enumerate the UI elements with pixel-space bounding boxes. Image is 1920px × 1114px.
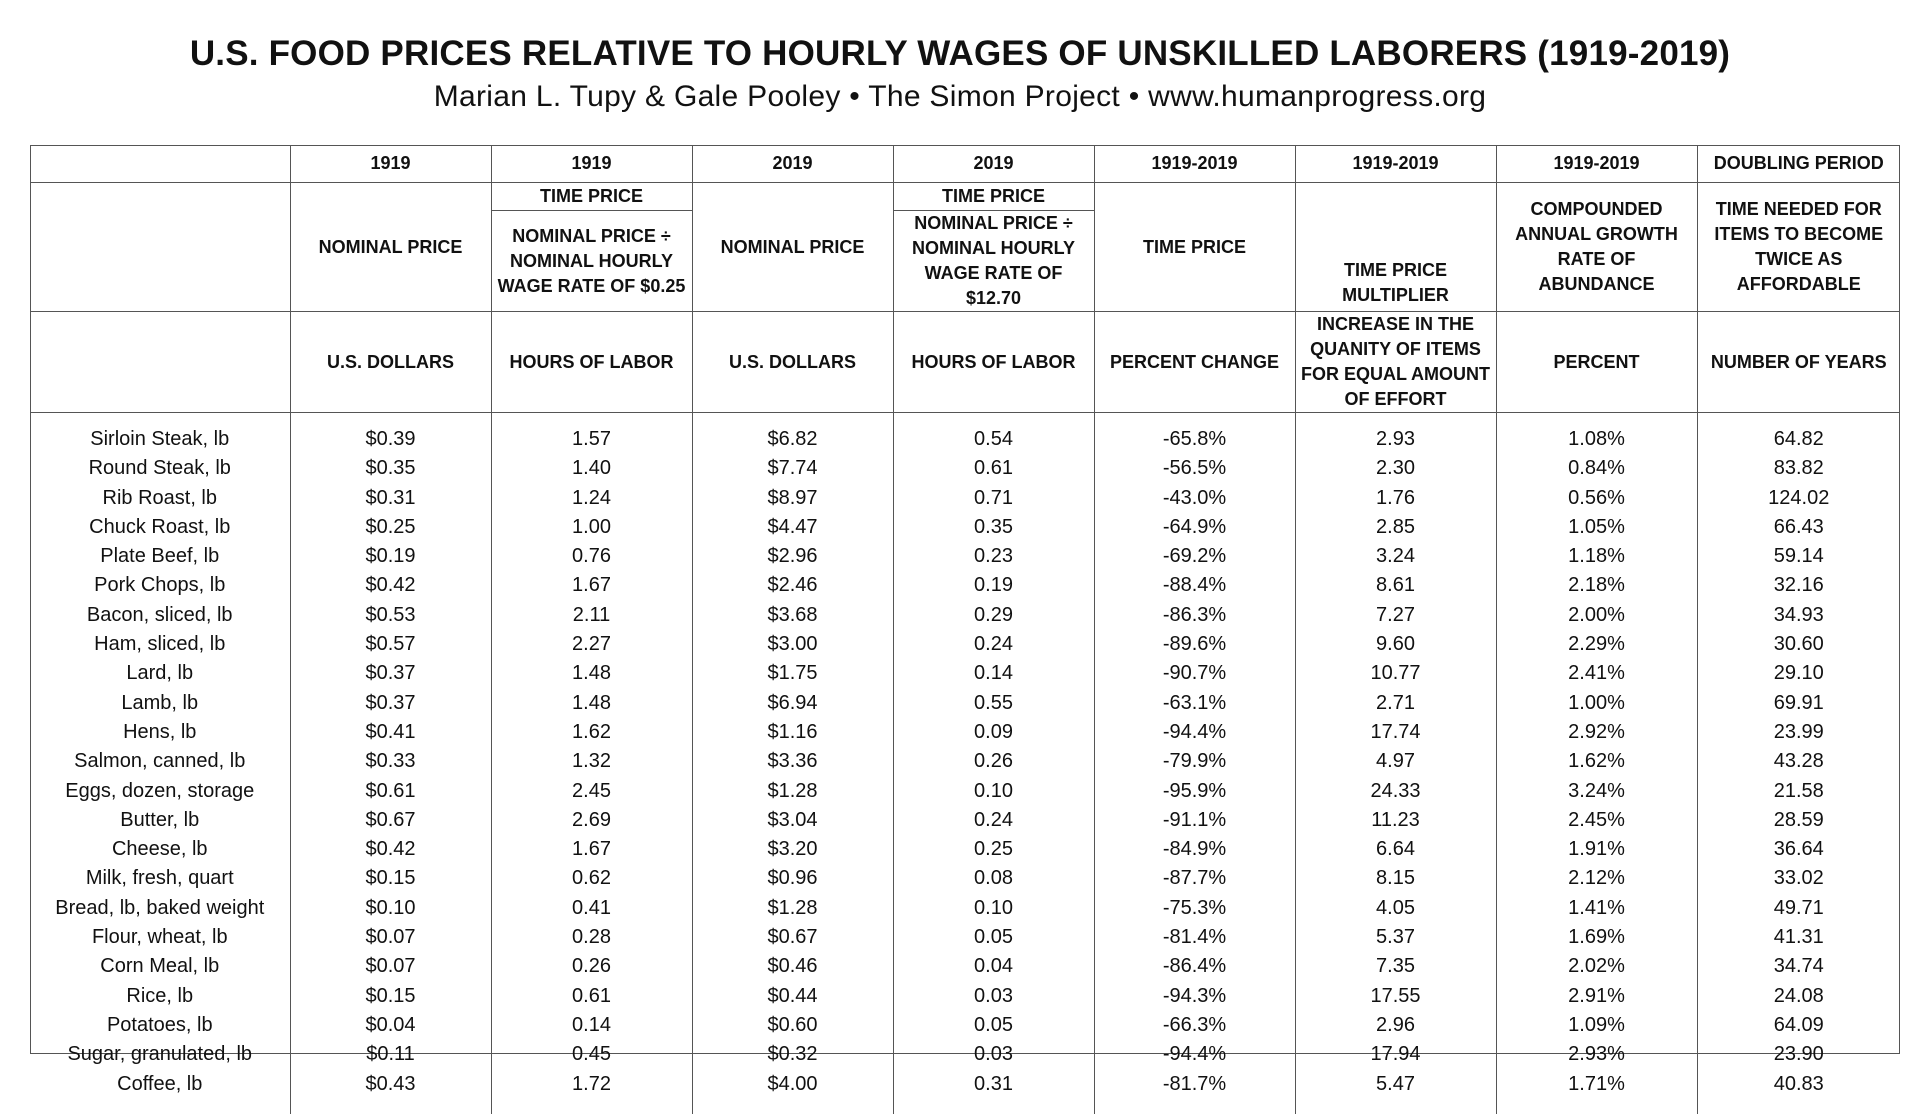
doubling-years: 24.08 — [1697, 982, 1900, 1011]
time-price-multiplier: 24.33 — [1295, 777, 1496, 806]
cagr-percent: 1.05% — [1496, 513, 1697, 542]
item-name: Chuck Roast, lb — [89, 515, 231, 538]
doubling-years: 64.09 — [1697, 1011, 1900, 1040]
doubling-years: 83.82 — [1697, 454, 1900, 483]
hours-of-labor-2019: 0.29 — [893, 601, 1094, 630]
hours-of-labor-2019: 0.24 — [893, 630, 1094, 659]
table-row — [30, 1011, 1900, 1040]
percent-change: -94.4% — [1094, 718, 1295, 747]
spacer-cell — [1496, 413, 1697, 426]
time-price-multiplier: 2.85 — [1295, 513, 1496, 542]
hours-of-labor-1919: 1.48 — [491, 659, 692, 688]
table-row — [30, 835, 1900, 864]
percent-change: -88.4% — [1094, 571, 1295, 600]
table-row — [30, 894, 1900, 923]
hours-of-labor-2019: 0.31 — [893, 1070, 1094, 1099]
table-row — [30, 806, 1900, 835]
nominal-price-1919: $0.15 — [290, 864, 491, 893]
hours-of-labor-2019: 0.26 — [893, 747, 1094, 776]
cagr-percent: 1.69% — [1496, 923, 1697, 952]
spacer-row — [30, 1099, 1900, 1114]
percent-change: -64.9% — [1094, 513, 1295, 542]
table-row — [30, 747, 1900, 776]
percent-change: -75.3% — [1094, 894, 1295, 923]
unit-percent: PERCENT — [1496, 312, 1697, 413]
doubling-years: 23.99 — [1697, 718, 1900, 747]
cagr-percent: 3.24% — [1496, 777, 1697, 806]
nominal-price-1919: $0.10 — [290, 894, 491, 923]
hours-of-labor-1919: 2.69 — [491, 806, 692, 835]
cagr-percent: 2.45% — [1496, 806, 1697, 835]
hours-of-labor-1919: 1.32 — [491, 747, 692, 776]
header-year: DOUBLING PERIOD — [1697, 145, 1900, 183]
item-name: Rice, lb — [126, 984, 194, 1007]
table-row — [30, 1070, 1900, 1099]
cagr-percent: 1.08% — [1496, 425, 1697, 454]
spacer-cell — [30, 413, 290, 426]
header-time-price-change: TIME PRICE — [1094, 183, 1295, 312]
nominal-price-1919: $0.15 — [290, 982, 491, 1011]
nominal-price-2019: $0.44 — [692, 982, 893, 1011]
hours-of-labor-2019: 0.35 — [893, 513, 1094, 542]
spacer-cell — [1094, 413, 1295, 426]
spacer-cell — [290, 413, 491, 426]
header-doubling-desc: TIME NEEDED FOR ITEMS TO BECOME TWICE AS AFFORDABLE — [1697, 183, 1900, 312]
hours-of-labor-1919: 0.61 — [491, 982, 692, 1011]
item-name: Salmon, canned, lb — [74, 750, 246, 773]
nominal-price-1919: $0.43 — [290, 1070, 491, 1099]
percent-change: -84.9% — [1094, 835, 1295, 864]
doubling-years: 64.82 — [1697, 425, 1900, 454]
unit-years: NUMBER OF YEARS — [1697, 312, 1900, 413]
nominal-price-2019: $6.82 — [692, 425, 893, 454]
nominal-price-2019: $3.68 — [692, 601, 893, 630]
table-row — [30, 601, 1900, 630]
header-nominal-price-1919: NOMINAL PRICE — [290, 183, 491, 312]
item-name: Ham, sliced, lb — [94, 633, 226, 656]
cagr-percent: 2.91% — [1496, 982, 1697, 1011]
cagr-percent: 1.09% — [1496, 1011, 1697, 1040]
table-row — [30, 982, 1900, 1011]
percent-change: -95.9% — [1094, 777, 1295, 806]
hours-of-labor-1919: 0.28 — [491, 923, 692, 952]
cagr-percent: 1.62% — [1496, 747, 1697, 776]
percent-change: -69.2% — [1094, 542, 1295, 571]
unit-hours-1919: HOURS OF LABOR — [491, 312, 692, 413]
header-year: 1919-2019 — [1094, 145, 1295, 183]
header-blank-cell — [30, 312, 290, 413]
nominal-price-2019: $7.74 — [692, 454, 893, 483]
table-row — [30, 689, 1900, 718]
header-year: 1919-2019 — [1496, 145, 1697, 183]
nominal-price-1919: $0.35 — [290, 454, 491, 483]
cagr-percent: 2.29% — [1496, 630, 1697, 659]
nominal-price-2019: $3.04 — [692, 806, 893, 835]
table-body — [30, 413, 1900, 1114]
nominal-price-2019: $0.32 — [692, 1040, 893, 1069]
doubling-years: 29.10 — [1697, 659, 1900, 688]
header-time-price-1919-formula: NOMINAL PRICE ÷ NOMINAL HOURLY WAGE RATE OF $0.25 — [491, 211, 692, 312]
table-row — [30, 659, 1900, 688]
hours-of-labor-2019: 0.10 — [893, 894, 1094, 923]
hours-of-labor-2019: 0.14 — [893, 659, 1094, 688]
hours-of-labor-2019: 0.03 — [893, 982, 1094, 1011]
table-header — [30, 145, 1900, 413]
header-time-price-2019-formula: NOMINAL PRICE ÷ NOMINAL HOURLY WAGE RATE OF $12.70 — [893, 211, 1094, 312]
percent-change: -86.3% — [1094, 601, 1295, 630]
nominal-price-1919: $0.41 — [290, 718, 491, 747]
hours-of-labor-1919: 1.62 — [491, 718, 692, 747]
percent-change: -94.4% — [1094, 1040, 1295, 1069]
hours-of-labor-1919: 0.14 — [491, 1011, 692, 1040]
time-price-multiplier: 17.55 — [1295, 982, 1496, 1011]
nominal-price-1919: $0.19 — [290, 542, 491, 571]
spacer-cell — [1094, 1099, 1295, 1114]
doubling-years: 21.58 — [1697, 777, 1900, 806]
doubling-years: 32.16 — [1697, 571, 1900, 600]
item-name: Lamb, lb — [121, 691, 199, 714]
hours-of-labor-2019: 0.09 — [893, 718, 1094, 747]
time-price-multiplier: 4.97 — [1295, 747, 1496, 776]
spacer-row — [30, 413, 1900, 426]
doubling-years: 49.71 — [1697, 894, 1900, 923]
table-row — [30, 952, 1900, 981]
percent-change: -90.7% — [1094, 659, 1295, 688]
spacer-cell — [30, 1099, 290, 1114]
hours-of-labor-1919: 1.24 — [491, 484, 692, 513]
spacer-cell — [1295, 1099, 1496, 1114]
table-row — [30, 864, 1900, 893]
spacer-cell — [1295, 413, 1496, 426]
table-row — [30, 571, 1900, 600]
cagr-percent: 1.41% — [1496, 894, 1697, 923]
table-row — [30, 777, 1900, 806]
doubling-years: 28.59 — [1697, 806, 1900, 835]
time-price-multiplier: 3.24 — [1295, 542, 1496, 571]
time-price-multiplier: 2.96 — [1295, 1011, 1496, 1040]
item-name: Eggs, dozen, storage — [65, 779, 255, 802]
item-name: Plate Beef, lb — [100, 545, 220, 568]
time-price-multiplier: 4.05 — [1295, 894, 1496, 923]
item-name: Sugar, granulated, lb — [67, 1043, 253, 1066]
cagr-percent: 0.84% — [1496, 454, 1697, 483]
nominal-price-2019: $1.28 — [692, 894, 893, 923]
time-price-multiplier: 2.93 — [1295, 425, 1496, 454]
cagr-percent: 2.12% — [1496, 864, 1697, 893]
table-row — [30, 425, 1900, 454]
nominal-price-1919: $0.33 — [290, 747, 491, 776]
nominal-price-1919: $0.07 — [290, 952, 491, 981]
percent-change: -86.4% — [1094, 952, 1295, 981]
time-price-multiplier: 1.76 — [1295, 484, 1496, 513]
hours-of-labor-2019: 0.08 — [893, 864, 1094, 893]
hours-of-labor-1919: 2.27 — [491, 630, 692, 659]
hours-of-labor-2019: 0.05 — [893, 1011, 1094, 1040]
food-price-table — [30, 145, 1900, 1114]
item-name: Potatoes, lb — [106, 1013, 213, 1036]
unit-usd-2019: U.S. DOLLARS — [692, 312, 893, 413]
header-multiplier-title: TIME PRICE MULTIPLIER — [1295, 183, 1496, 312]
hours-of-labor-2019: 0.71 — [893, 484, 1094, 513]
item-name: Hens, lb — [123, 720, 197, 743]
hours-of-labor-1919: 1.00 — [491, 513, 692, 542]
nominal-price-2019: $4.47 — [692, 513, 893, 542]
nominal-price-2019: $3.20 — [692, 835, 893, 864]
nominal-price-2019: $8.97 — [692, 484, 893, 513]
nominal-price-1919: $0.57 — [290, 630, 491, 659]
doubling-years: 40.83 — [1697, 1070, 1900, 1099]
item-name: Bread, lb, baked weight — [55, 896, 265, 919]
table-row — [30, 718, 1900, 747]
percent-change: -94.3% — [1094, 982, 1295, 1011]
unit-usd-1919: U.S. DOLLARS — [290, 312, 491, 413]
hours-of-labor-1919: 1.40 — [491, 454, 692, 483]
nominal-price-2019: $0.46 — [692, 952, 893, 981]
header-year: 1919 — [290, 145, 491, 183]
time-price-multiplier: 9.60 — [1295, 630, 1496, 659]
nominal-price-2019: $4.00 — [692, 1070, 893, 1099]
percent-change: -63.1% — [1094, 689, 1295, 718]
table-row — [30, 630, 1900, 659]
nominal-price-2019: $1.28 — [692, 777, 893, 806]
hours-of-labor-2019: 0.61 — [893, 454, 1094, 483]
percent-change: -66.3% — [1094, 1011, 1295, 1040]
header-year: 2019 — [893, 145, 1094, 183]
nominal-price-1919: $0.42 — [290, 835, 491, 864]
doubling-years: 33.02 — [1697, 864, 1900, 893]
item-name: Lard, lb — [126, 662, 194, 685]
nominal-price-1919: $0.11 — [290, 1040, 491, 1069]
doubling-years: 34.74 — [1697, 952, 1900, 981]
percent-change: -56.5% — [1094, 454, 1295, 483]
doubling-years: 124.02 — [1697, 484, 1900, 513]
hours-of-labor-2019: 0.24 — [893, 806, 1094, 835]
hours-of-labor-1919: 1.57 — [491, 425, 692, 454]
unit-percent-change: PERCENT CHANGE — [1094, 312, 1295, 413]
nominal-price-1919: $0.53 — [290, 601, 491, 630]
table-row — [30, 923, 1900, 952]
hours-of-labor-1919: 1.48 — [491, 689, 692, 718]
nominal-price-2019: $2.46 — [692, 571, 893, 600]
hours-of-labor-1919: 1.72 — [491, 1070, 692, 1099]
cagr-percent: 2.92% — [1496, 718, 1697, 747]
nominal-price-1919: $0.07 — [290, 923, 491, 952]
percent-change: -91.1% — [1094, 806, 1295, 835]
nominal-price-2019: $2.96 — [692, 542, 893, 571]
table-row — [30, 1040, 1900, 1069]
spacer-cell — [1496, 1099, 1697, 1114]
header-blank-cell — [30, 183, 290, 312]
item-name: Rib Roast, lb — [102, 486, 217, 509]
header-nominal-price-2019: NOMINAL PRICE — [692, 183, 893, 312]
time-price-multiplier: 2.30 — [1295, 454, 1496, 483]
nominal-price-1919: $0.61 — [290, 777, 491, 806]
table-row — [30, 542, 1900, 571]
hours-of-labor-2019: 0.23 — [893, 542, 1094, 571]
spacer-cell — [893, 413, 1094, 426]
hours-of-labor-2019: 0.55 — [893, 689, 1094, 718]
nominal-price-1919: $0.04 — [290, 1011, 491, 1040]
hours-of-labor-1919: 0.26 — [491, 952, 692, 981]
item-name: Butter, lb — [120, 808, 200, 831]
nominal-price-2019: $0.96 — [692, 864, 893, 893]
header-cagr-title: COMPOUNDED ANNUAL GROWTH RATE OF ABUNDANCE — [1496, 183, 1697, 312]
header-multiplier-desc: INCREASE IN THE QUANITY OF ITEMS FOR EQUAL AMOUNT OF EFFORT — [1295, 312, 1496, 413]
doubling-years: 41.31 — [1697, 923, 1900, 952]
hours-of-labor-2019: 0.03 — [893, 1040, 1094, 1069]
cagr-percent: 2.00% — [1496, 601, 1697, 630]
hours-of-labor-1919: 1.67 — [491, 835, 692, 864]
percent-change: -65.8% — [1094, 425, 1295, 454]
table-row — [30, 454, 1900, 483]
header-time-price-2019: TIME PRICE — [893, 183, 1094, 211]
percent-change: -81.4% — [1094, 923, 1295, 952]
doubling-years: 36.64 — [1697, 835, 1900, 864]
cagr-percent: 1.18% — [1496, 542, 1697, 571]
item-name: Bacon, sliced, lb — [86, 603, 233, 626]
nominal-price-2019: $3.00 — [692, 630, 893, 659]
hours-of-labor-2019: 0.05 — [893, 923, 1094, 952]
percent-change: -87.7% — [1094, 864, 1295, 893]
hours-of-labor-1919: 1.67 — [491, 571, 692, 600]
nominal-price-1919: $0.39 — [290, 425, 491, 454]
header-year: 2019 — [692, 145, 893, 183]
cagr-percent: 0.56% — [1496, 484, 1697, 513]
page-title: U.S. FOOD PRICES RELATIVE TO HOURLY WAGES OF UNSKILLED LABORERS (1919-2019) — [189, 34, 1731, 73]
nominal-price-1919: $0.37 — [290, 659, 491, 688]
spacer-cell — [692, 1099, 893, 1114]
item-name: Corn Meal, lb — [100, 955, 220, 978]
item-name: Round Steak, lb — [88, 457, 231, 480]
hours-of-labor-1919: 0.41 — [491, 894, 692, 923]
hours-of-labor-1919: 0.45 — [491, 1040, 692, 1069]
time-price-multiplier: 5.37 — [1295, 923, 1496, 952]
time-price-multiplier: 6.64 — [1295, 835, 1496, 864]
time-price-multiplier: 8.61 — [1295, 571, 1496, 600]
nominal-price-1919: $0.25 — [290, 513, 491, 542]
cagr-percent: 1.91% — [1496, 835, 1697, 864]
page-subtitle: Marian L. Tupy & Gale Pooley • The Simon Project • www.humanprogress.org — [433, 80, 1487, 113]
hours-of-labor-1919: 2.11 — [491, 601, 692, 630]
nominal-price-2019: $0.67 — [692, 923, 893, 952]
spacer-cell — [692, 413, 893, 426]
doubling-years: 23.90 — [1697, 1040, 1900, 1069]
header-year: 1919 — [491, 145, 692, 183]
hours-of-labor-1919: 0.76 — [491, 542, 692, 571]
nominal-price-1919: $0.37 — [290, 689, 491, 718]
doubling-years: 34.93 — [1697, 601, 1900, 630]
nominal-price-2019: $3.36 — [692, 747, 893, 776]
cagr-percent: 2.41% — [1496, 659, 1697, 688]
header-year: 1919-2019 — [1295, 145, 1496, 183]
doubling-years: 69.91 — [1697, 689, 1900, 718]
table-row — [30, 484, 1900, 513]
hours-of-labor-1919: 2.45 — [491, 777, 692, 806]
hours-of-labor-2019: 0.25 — [893, 835, 1094, 864]
spacer-cell — [491, 413, 692, 426]
item-name: Coffee, lb — [117, 1072, 203, 1095]
time-price-multiplier: 11.23 — [1295, 806, 1496, 835]
unit-hours-2019: HOURS OF LABOR — [893, 312, 1094, 413]
table-row — [30, 513, 1900, 542]
nominal-price-1919: $0.42 — [290, 571, 491, 600]
time-price-multiplier: 7.35 — [1295, 952, 1496, 981]
hours-of-labor-2019: 0.54 — [893, 425, 1094, 454]
time-price-multiplier: 17.74 — [1295, 718, 1496, 747]
item-name: Flour, wheat, lb — [91, 926, 228, 949]
percent-change: -43.0% — [1094, 484, 1295, 513]
doubling-years: 30.60 — [1697, 630, 1900, 659]
header-time-price-1919: TIME PRICE — [491, 183, 692, 211]
time-price-multiplier: 10.77 — [1295, 659, 1496, 688]
nominal-price-1919: $0.31 — [290, 484, 491, 513]
time-price-multiplier: 5.47 — [1295, 1070, 1496, 1099]
hours-of-labor-2019: 0.10 — [893, 777, 1094, 806]
spacer-cell — [491, 1099, 692, 1114]
time-price-multiplier: 8.15 — [1295, 864, 1496, 893]
item-name: Pork Chops, lb — [94, 574, 226, 597]
cagr-percent: 2.18% — [1496, 571, 1697, 600]
percent-change: -81.7% — [1094, 1070, 1295, 1099]
spacer-cell — [1697, 413, 1900, 426]
percent-change: -79.9% — [1094, 747, 1295, 776]
cagr-percent: 2.02% — [1496, 952, 1697, 981]
doubling-years: 59.14 — [1697, 542, 1900, 571]
item-name: Milk, fresh, quart — [85, 867, 234, 890]
nominal-price-1919: $0.67 — [290, 806, 491, 835]
spacer-cell — [893, 1099, 1094, 1114]
nominal-price-2019: $0.60 — [692, 1011, 893, 1040]
hours-of-labor-2019: 0.04 — [893, 952, 1094, 981]
nominal-price-2019: $1.16 — [692, 718, 893, 747]
header-blank-cell — [30, 145, 290, 183]
spacer-cell — [1697, 1099, 1900, 1114]
cagr-percent: 1.71% — [1496, 1070, 1697, 1099]
time-price-multiplier: 2.71 — [1295, 689, 1496, 718]
cagr-percent: 1.00% — [1496, 689, 1697, 718]
percent-change: -89.6% — [1094, 630, 1295, 659]
hours-of-labor-1919: 0.62 — [491, 864, 692, 893]
hours-of-labor-2019: 0.19 — [893, 571, 1094, 600]
doubling-years: 43.28 — [1697, 747, 1900, 776]
spacer-cell — [290, 1099, 491, 1114]
time-price-multiplier: 7.27 — [1295, 601, 1496, 630]
time-price-multiplier: 17.94 — [1295, 1040, 1496, 1069]
item-name: Cheese, lb — [111, 838, 208, 861]
cagr-percent: 2.93% — [1496, 1040, 1697, 1069]
nominal-price-2019: $1.75 — [692, 659, 893, 688]
doubling-years: 66.43 — [1697, 513, 1900, 542]
nominal-price-2019: $6.94 — [692, 689, 893, 718]
item-name: Sirloin Steak, lb — [90, 428, 230, 450]
